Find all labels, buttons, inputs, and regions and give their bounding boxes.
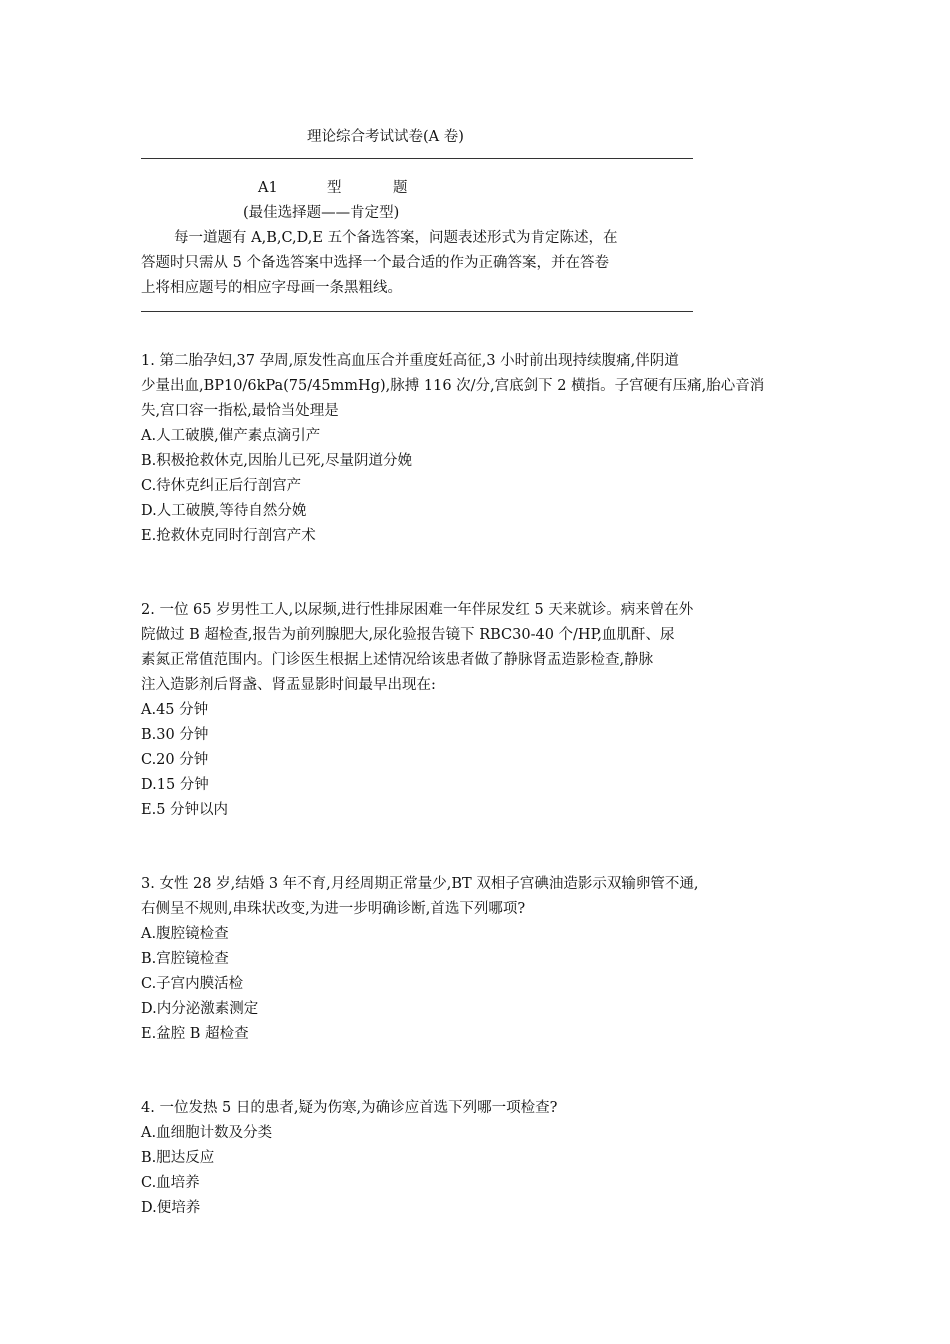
- question-3-stem: 3. 女性 28 岁,结婚 3 年不育,月经周期正常量少,BT 双相子宫碘油造影示双输卵管不通,: [141, 876, 699, 892]
- question-2-stem: 院做过 B 超检查,报告为前列腺肥大,尿化验报告镜下 RBC30-40 个/HP,血肌酐、尿: [141, 627, 675, 643]
- question-2-option-d: D.15 分钟: [141, 777, 209, 793]
- question-3-option-e: E.盆腔 B 超检查: [141, 1026, 249, 1042]
- question-2-option-c: C.20 分钟: [141, 752, 209, 768]
- question-4-option-a: A.血细胞计数及分类: [141, 1125, 273, 1141]
- question-2-stem: 2. 一位 65 岁男性工人,以尿频,进行性排尿困难一年伴尿发红 5 天来就诊。病来曾在外: [141, 602, 694, 618]
- question-3-option-d: D.内分泌激素测定: [141, 1001, 259, 1017]
- exam-title: 理论综合考试试卷(A 卷): [307, 129, 464, 145]
- section-ti-label: 题: [393, 180, 408, 196]
- question-1-option-b: B.积极抢救休克,因胎儿已死,尽量阴道分娩: [141, 453, 412, 469]
- question-2-stem: 注入造影剂后肾盏、肾盂显影时间最早出现在:: [141, 677, 436, 693]
- question-2-option-b: B.30 分钟: [141, 727, 209, 743]
- question-2-stem: 素氮正常值范围内。门诊医生根据上述情况给该患者做了静脉肾盂造影检查,静脉: [141, 652, 654, 668]
- question-4-option-d: D.便培养: [141, 1200, 201, 1216]
- question-2-option-e: E.5 分钟以内: [141, 802, 229, 818]
- question-4-option-b: B.肥达反应: [141, 1150, 215, 1166]
- top-divider: [141, 158, 693, 159]
- bottom-divider: [141, 311, 693, 312]
- instructions-line: 上将相应题号的相应字母画一条黑粗线。: [141, 280, 402, 296]
- question-1-stem: 少量出血,BP10/6kPa(75/45mmHg),脉搏 116 次/分,宫底剑下 2 横指。子宫硬有压痛,胎心音消: [141, 378, 765, 394]
- question-4-option-c: C.血培养: [141, 1175, 200, 1191]
- question-3-option-c: C.子宫内膜活检: [141, 976, 244, 992]
- question-1-option-d: D.人工破膜,等待自然分娩: [141, 503, 307, 519]
- section-subtitle: (最佳选择题——肯定型): [243, 205, 400, 221]
- question-2-option-a: A.45 分钟: [141, 702, 209, 718]
- section-code: A1: [258, 180, 278, 196]
- instructions-line: 答题时只需从 5 个备选答案中选择一个最合适的作为正确答案，并在答卷: [141, 255, 609, 271]
- instructions-line: 每一道题有 A,B,C,D,E 五个备选答案，问题表述形式为肯定陈述，在: [174, 230, 618, 246]
- question-1-option-a: A.人工破膜,催产素点滴引产: [141, 428, 321, 444]
- question-3-stem: 右侧呈不规则,串珠状改变,为进一步明确诊断,首选下列哪项?: [141, 901, 526, 917]
- question-1-option-c: C.待休克纠正后行剖宫产: [141, 478, 302, 494]
- question-1-stem: 失,宫口容一指松,最恰当处理是: [141, 403, 339, 419]
- section-type-label: 型: [327, 180, 342, 196]
- question-4-stem: 4. 一位发热 5 日的患者,疑为伤寒,为确诊应首选下列哪一项检查?: [141, 1100, 558, 1116]
- question-1-stem: 1. 第二胎孕妇,37 孕周,原发性高血压合并重度妊高征,3 小时前出现持续腹痛,伴阴道: [141, 353, 679, 369]
- question-1-option-e: E.抢救休克同时行剖宫产术: [141, 528, 316, 544]
- question-3-option-b: B.宫腔镜检查: [141, 951, 229, 967]
- question-3-option-a: A.腹腔镜检查: [141, 926, 229, 942]
